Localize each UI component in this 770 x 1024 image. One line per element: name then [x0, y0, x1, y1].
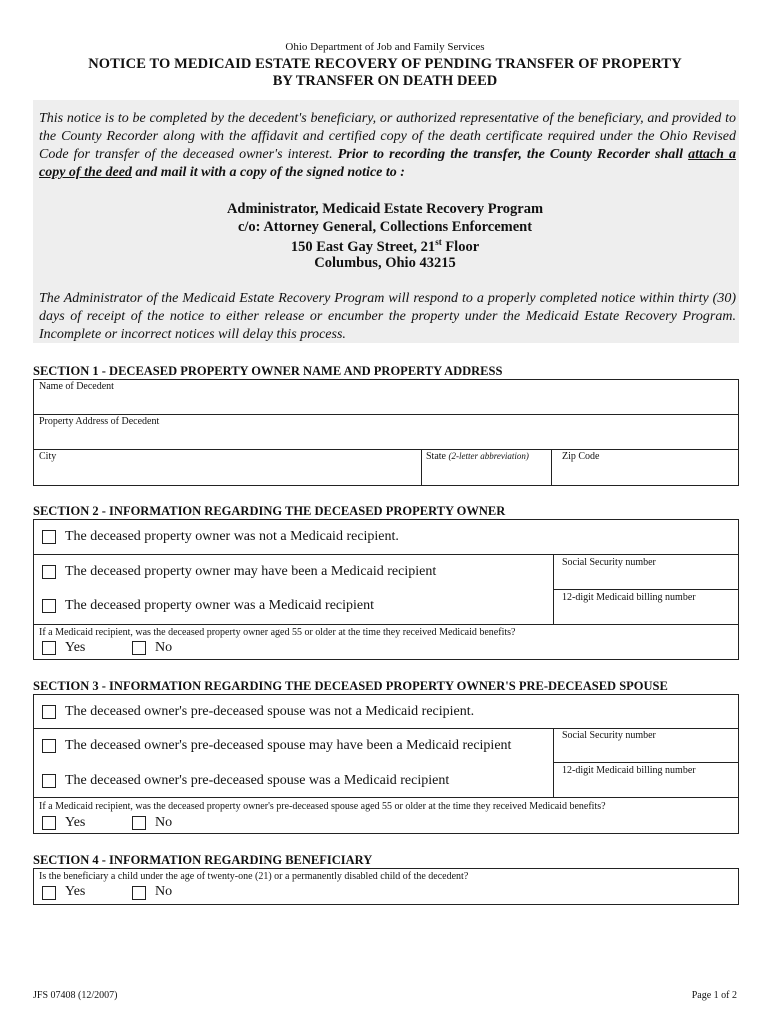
city-field[interactable]: City: [39, 451, 57, 462]
s2-may-have-been-checkbox[interactable]: [42, 565, 56, 579]
s3-may-have-been-checkbox[interactable]: [42, 739, 56, 753]
zip-code-field[interactable]: Zip Code: [562, 451, 600, 462]
section3-title: SECTION 3 - INFORMATION REGARDING THE DECEASED PROPERTY OWNER'S PRE-DECEASED SPOUSE: [33, 679, 668, 693]
section1-title: SECTION 1 - DECEASED PROPERTY OWNER NAME AND PROPERTY ADDRESS: [33, 364, 503, 378]
property-address-field[interactable]: Property Address of Decedent: [39, 416, 160, 427]
form-title-line2: BY TRANSFER ON DEATH DEED: [272, 73, 498, 89]
s2-was-recipient-label: The deceased property owner was a Medicaid recipient: [65, 598, 375, 613]
s2-may-have-been-label: The deceased property owner may have been a Medicaid recipient: [65, 564, 437, 579]
s2-no-checkbox[interactable]: [132, 641, 146, 655]
s3-age-question: If a Medicaid recipient, was the deceased property owner's pre-deceased spouse aged 55 or older at the time they received Medicaid benefits?: [39, 801, 606, 812]
page-number: Page 1 of 2: [691, 990, 737, 1001]
address-line-3: 150 East Gay Street, 21st Floor: [290, 237, 480, 255]
notice-paragraph-1: [39, 110, 736, 182]
address-line-2: c/o: Attorney General, Collections Enforcement: [237, 219, 533, 235]
section2-title: SECTION 2 - INFORMATION REGARDING THE DECEASED PROPERTY OWNER: [33, 504, 506, 518]
s4-no-label: No: [155, 884, 173, 899]
s3-may-have-been-label: The deceased owner's pre-deceased spouse may have been a Medicaid recipient: [65, 738, 512, 753]
s3-ssn-field[interactable]: Social Security number: [562, 730, 656, 741]
s2-billing-number-field[interactable]: 12-digit Medicaid billing number: [562, 592, 696, 603]
s3-no-checkbox[interactable]: [132, 816, 146, 830]
notice-text-1: This notice is to be completed by the decedent's beneficiary, or authorized representative of the beneficiary, and provided to the County Recorder along with the affidavit and certified copy of the death certificate required under the Ohio Revised Code for transfer of the deceased owner's interest.: [39, 111, 736, 162]
s2-yes-label: Yes: [65, 640, 86, 655]
section4-title: SECTION 4 - INFORMATION REGARDING BENEFICIARY: [33, 853, 373, 867]
s3-not-recipient-checkbox[interactable]: [42, 705, 56, 719]
s3-not-recipient-label: The deceased owner's pre-deceased spouse was not a Medicaid recipient.: [65, 704, 475, 719]
s2-not-recipient-checkbox[interactable]: [42, 530, 56, 544]
s4-yes-checkbox[interactable]: [42, 886, 56, 900]
s2-yes-checkbox[interactable]: [42, 641, 56, 655]
notice-paragraph-2: The Administrator of the Medicaid Estate Recovery Program will respond to a properly completed notice within thirty (30) days of receipt of the notice to either release or encumber the property under the Medicaid Estate Recovery Program. Incomplete or incorrect notices will delay this process.: [39, 291, 736, 342]
s4-yes-label: Yes: [65, 884, 86, 899]
address-line-4: Columbus, Ohio 43215: [314, 255, 456, 271]
s2-was-recipient-checkbox[interactable]: [42, 599, 56, 613]
s3-was-recipient-checkbox[interactable]: [42, 774, 56, 788]
agency-name: Ohio Department of Job and Family Services: [285, 41, 485, 53]
decedent-name-field[interactable]: Name of Decedent: [39, 381, 114, 392]
address-line-1: Administrator, Medicaid Estate Recovery Program: [226, 201, 544, 217]
s2-age-question: If a Medicaid recipient, was the deceased property owner aged 55 or older at the time they received Medicaid benefits?: [39, 627, 516, 638]
notice-bold-1: Prior to recording the transfer, the County Recorder shall: [337, 147, 689, 162]
s4-question: Is the beneficiary a child under the age of twenty-one (21) or a permanently disabled child of the decedent?: [39, 871, 469, 882]
notice-bold-underline: attach a copy of the deed: [39, 147, 736, 180]
s3-no-label: No: [155, 815, 173, 830]
s3-yes-label: Yes: [65, 815, 86, 830]
s2-ssn-field[interactable]: Social Security number: [562, 557, 656, 568]
s3-was-recipient-label: The deceased owner's pre-deceased spouse was a Medicaid recipient: [65, 773, 450, 788]
notice-bold-2: and mail it with a copy of the signed notice to :: [131, 165, 405, 180]
state-field[interactable]: State (2-letter abbreviation): [426, 451, 529, 462]
s4-no-checkbox[interactable]: [132, 886, 146, 900]
s3-billing-number-field[interactable]: 12-digit Medicaid billing number: [562, 765, 696, 776]
s2-not-recipient-label: The deceased property owner was not a Medicaid recipient.: [65, 529, 399, 544]
s3-yes-checkbox[interactable]: [42, 816, 56, 830]
form-title-line1: NOTICE TO MEDICAID ESTATE RECOVERY OF PENDING TRANSFER OF PROPERTY: [88, 56, 682, 72]
form-id: JFS 07408 (12/2007): [33, 990, 118, 1001]
s2-no-label: No: [155, 640, 173, 655]
